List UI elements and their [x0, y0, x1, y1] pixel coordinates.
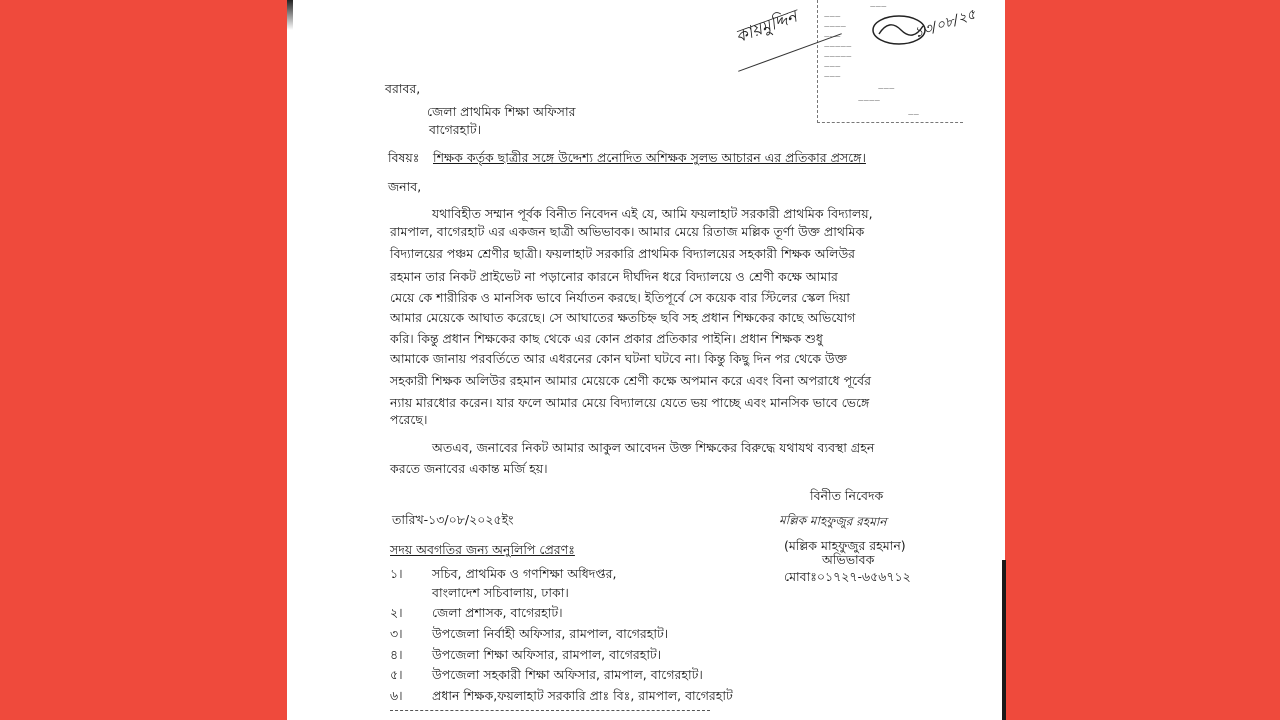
yours-faithfully: বিনীত নিবেদক	[810, 488, 884, 503]
copy-item: সচিব, প্রাথমিক ও গণশিক্ষা অধিদপ্তর,	[432, 566, 617, 581]
handwritten-receipt-date: ১৩/০৮/২৫	[912, 6, 978, 42]
copy-number: ৫।	[390, 667, 403, 682]
copy-number: ৪।	[390, 647, 403, 662]
stamp-line: ———	[878, 86, 895, 92]
stamp-line: ————	[824, 24, 846, 30]
greeting: জনাব,	[388, 179, 422, 194]
body-line: করি। কিন্তু প্রধান শিক্ষকের কাছ থেকে এর কোন প্রকার প্রতিকার পাইনি। প্রধান শিক্ষক শুধু	[390, 331, 823, 346]
copy-number: ৬।	[390, 688, 403, 703]
copy-item: জেলা প্রশাসক, বাগেরহাট।	[432, 605, 563, 620]
recipient-place: বাগেরহাট।	[429, 122, 482, 137]
body-line: রহমান তার নিকট প্রাইভেট না পড়ানোর কারনে দীর্ঘদিন ধরে বিদ্যালয়ে ও শ্রেণী কক্ষে আমার	[390, 269, 838, 284]
body-line: পরেছে।	[390, 412, 428, 427]
stamp-line: ————	[858, 98, 880, 104]
copy-heading: সদয় অবগতির জন্য অনুলিপি প্রেরণঃ	[390, 542, 575, 557]
stamp-line: ———	[870, 4, 887, 10]
stamp-line: ———	[824, 74, 841, 80]
letter-page	[287, 0, 1005, 720]
handwritten-signature: মল্লিক মাহফুজুর রহমান	[778, 513, 887, 529]
stamp-line: ———	[824, 34, 841, 40]
letter-date: তারিখ-১৩/০৮/২০২৫ইং	[392, 512, 514, 527]
copy-item: উপজেলা শিক্ষা অফিসার, রামপাল, বাগেরহাট।	[432, 647, 662, 662]
subject-label: বিষয়ঃ	[388, 150, 420, 165]
body-line: সহকারী শিক্ষক অলিউর রহমান আমার মেয়েকে শ্রেণী কক্ষে অপমান করে এবং বিনা অপরাধে পূর্বের	[390, 373, 871, 388]
body-line: আমাকে জানায় পরবর্তিতে আর এধরনের কোন ঘটনা ঘটবে না। কিন্তু কিছু দিন পর থেকে উক্ত	[390, 351, 847, 366]
copy-item: বাংলাদেশ সচিবালায়, ঢাকা।	[432, 585, 569, 600]
body-line: আমার মেয়েকে আঘাত করেছে। সে আঘাতের ক্ষতচিহ্ন ছবি সহ প্রধান শিক্ষকের কাছে অভিযোগ	[390, 310, 856, 325]
body-line: রামপাল, বাগেরহাট এর একজন ছাত্রী অভিভাবক। আমার মেয়ে রিতাজ মল্লিক তূর্ণা উক্ত প্রাথমিক	[390, 224, 865, 239]
copy-number: ৩।	[390, 626, 403, 641]
stamp-line: —————	[824, 54, 852, 60]
closing-line: অতএব, জনাবের নিকট আমার আকুল আবেদন উক্ত শিক্ষকের বিরুদ্ধে যথাযথ ব্যবস্থা গ্রহন	[432, 440, 875, 455]
sender-mobile: মোবাঃ০১৭২৭-৬৫৬৭১২	[784, 569, 911, 584]
page-edge-dark	[1002, 560, 1006, 720]
stamp-line: ———	[824, 64, 841, 70]
cut-off-line	[390, 710, 710, 714]
copy-number: ১।	[390, 566, 403, 581]
salutation-to: বরাবর,	[385, 81, 421, 96]
copy-item: উপজেলা সহকারী শিক্ষা অফিসার, রামপাল, বাগেরহাট।	[432, 667, 703, 682]
sender-name: (মল্লিক মাহফুজুর রহমান)	[784, 538, 906, 553]
stamp-line: ———	[824, 14, 841, 20]
recipient-title: জেলা প্রাথমিক শিক্ষা অফিসার	[427, 104, 576, 119]
sender-role: অভিভাবক	[822, 552, 875, 567]
copy-item: প্রধান শিক্ষক,ফয়লাহাট সরকারি প্রাঃ বিঃ, রামপাল, বাগেরহাট	[432, 688, 733, 703]
body-line: মেয়ে কে শারীরিক ও মানসিক ভাবে নির্যাতন করছে। ইতিপূর্বে সে কয়েক বার স্টিলের স্কেল দিয়া	[390, 290, 850, 305]
copy-number: ২।	[390, 605, 403, 620]
body-line: বিদ্যালয়ের পঞ্চম শ্রেণীর ছাত্রী। ফয়লাহাট সরকারি প্রাথমিক বিদ্যালয়ের সহকারী শিক্ষক অলিউর	[390, 246, 856, 261]
handwritten-receiver-note: কায়মুদ্দিন	[733, 6, 801, 48]
stamp-line: —————	[824, 44, 852, 50]
copy-item: উপজেলা নির্বাহী অফিসার, রামপাল, বাগেরহাট।	[432, 626, 669, 641]
closing-line: করতে জনাবের একান্ত মর্জি হয়।	[390, 461, 548, 476]
stamp-line: ——	[908, 112, 919, 118]
body-line: যথাবিহীত সম্মান পূর্বক বিনীত নিবেদন এই যে, আমি ফয়লাহাট সরকারী প্রাথমিক বিদ্যালয়,	[432, 206, 873, 221]
subject-text: শিক্ষক কর্তৃক ছাত্রীর সঙ্গে উদ্দেশ্য প্রনোদিত অশিক্ষক সুলভ আচারন এর প্রতিকার প্রসঙ্গে।	[433, 150, 866, 165]
body-line: ন্যায় মারধোর করেন। যার ফলে আমার মেয়ে বিদ্যালয়ে যেতে ভয় পাচ্ছে এবং মানসিক ভাবে ভেঙ্গে	[390, 395, 870, 410]
page-edge-shadow	[287, 0, 293, 30]
